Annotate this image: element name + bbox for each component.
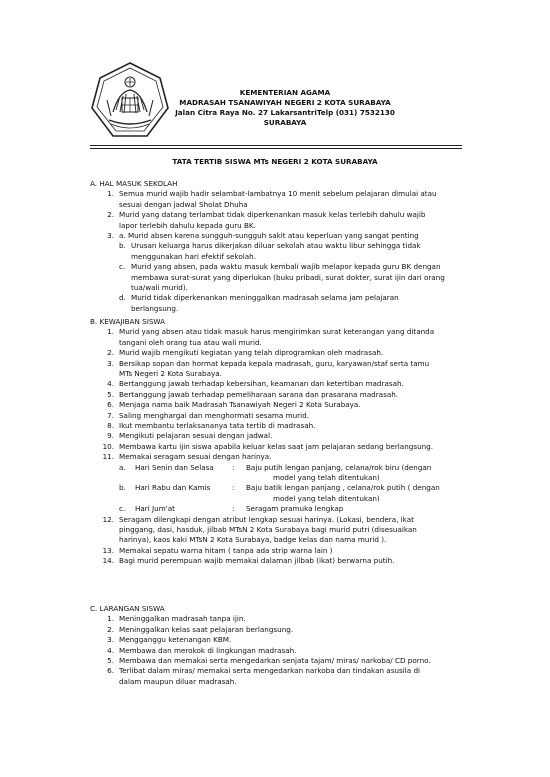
section-a-subitem-letter: c. — [119, 262, 126, 272]
section-b-item-number: 7. — [107, 410, 114, 420]
uniform-separator: : — [232, 483, 235, 493]
section-a-subitem-text: Urusan keluarga harus dikerjakan diluar sekolah atau waktu libur sehingga tidak — [131, 241, 421, 251]
uniform-description: model yang telah ditentukan) — [273, 493, 380, 503]
section-b-item-text: pinggang, dasi, hasduk, jilbab MTsN 2 Kota Surabaya bagi murid putri (disesuaikan — [119, 525, 417, 534]
section-c-item-number: 6. — [107, 666, 114, 676]
uniform-separator: : — [232, 504, 235, 514]
section-b-item-text: Saling menghargai dan menghormati sesama murid. — [119, 410, 309, 420]
section-c-item-text: Mengganggu ketenangan KBM. — [119, 635, 232, 645]
section-b-item-text: Seragam dilengkapi dengan atribut lengkap sesuai harinya. (Lokasi, bendera, ikat — [119, 514, 414, 524]
section-b-item-text: Memakai seragam sesuai dengan harinya. — [119, 452, 272, 462]
letterhead — [170, 88, 400, 128]
section-a-subitem-text: berlangsung. — [131, 303, 179, 313]
section-a-subitem-letter: b. — [119, 241, 126, 251]
section-b-item-number: 12. — [102, 514, 114, 524]
letterhead-ministry: KEMENTERIAN AGAMA — [239, 88, 331, 97]
section-b-item-number: 1. — [107, 327, 114, 337]
uniform-description: Seragam pramuka lengkap — [246, 504, 344, 514]
section-b-heading: B. KEWAJIBAN SISWA — [90, 317, 166, 326]
section-b-item-text: Ikut membantu terlaksananya tata tertib di madrasah. — [119, 421, 316, 430]
section-a-subitem-text: membawa surat-surat yang diperlukan (buku pribadi, surat dokter, surat ijin dari orang — [131, 272, 445, 282]
section-b-item-text: Bertanggung jawab terhadap kebersihan, keamanan dan ketertiban madrasah. — [119, 379, 404, 389]
section-a-heading: A. HAL MASUK SEKOLAH — [90, 179, 178, 188]
section-b-item-number: 6. — [107, 400, 114, 410]
section-c-item-number: 1. — [107, 614, 114, 624]
section-b-item-number: 13. — [102, 545, 114, 555]
section-a-subitem-letter: d. — [119, 293, 126, 303]
section-a-item-number: 2. — [107, 210, 114, 220]
section-b-item-number: 8. — [107, 421, 114, 430]
section-b-item-number: 3. — [107, 358, 114, 368]
uniform-day-letter: a. — [119, 462, 126, 472]
uniform-day-letter: c. — [119, 504, 126, 514]
section-b-item-number: 5. — [107, 389, 114, 399]
section-c-item-number: 4. — [107, 645, 114, 655]
section-a-item-number: 3. — [107, 231, 114, 240]
letterhead-address: Jalan Citra Raya No. 27 LakarsantriTelp (031) 7532130 — [175, 108, 395, 117]
section-b-item-text: Mengikuti pelajaran sesuai dengan jadwal. — [119, 431, 273, 441]
uniform-day-letter: b. — [119, 483, 126, 493]
section-a-item-text: Semua murid wajib hadir selambat-lambatnya 10 menit sebelum pelajaran dimulai atau — [119, 189, 437, 199]
section-b-item-number: 9. — [107, 431, 114, 441]
section-a-subitem-text: menggunakan hari efektif sekolah. — [131, 251, 256, 261]
section-b-item-text: Membawa kartu ijin siswa apabila keluar kelas saat jam pelajaran sedang berlangsung. — [119, 441, 434, 451]
section-b-item-number: 14. — [102, 556, 114, 566]
section-b-item-number: 10. — [102, 441, 114, 451]
section-c-item-text: Meninggalkan kelas saat pelajaran berlangsung. — [119, 624, 294, 634]
section-c-item-text: Terlibat dalam miras/ memakai serta mengedarkan narkoba dan tindakan asusila di — [119, 666, 421, 676]
letterhead-city: SURABAYA — [263, 118, 307, 127]
ministry-of-religion-logo — [89, 60, 171, 142]
section-b-item-text: Bagi murid perempuan wajib memakai dalaman jilbab (ikat) berwarna putih. — [119, 556, 395, 566]
section-c-item-text: Membawa dan memakai serta mengedarkan senjata tajam/ miras/ narkoba/ CD porno. — [119, 656, 431, 665]
uniform-description: model yang telah ditentukan) — [273, 473, 380, 482]
section-a-item-text: sesuai dengan jadwal Sholat Dhuha — [119, 199, 248, 209]
section-a-item-text: a. Murid absen karena sungguh-sungguh sakit atau keperluan yang sangat penting — [119, 231, 419, 240]
section-b-item-text: Memakai sepatu warna hitam ( tanpa ada strip warna lain ) — [119, 545, 333, 555]
uniform-day-name: Hari Senin dan Selasa — [135, 462, 214, 472]
uniform-description: Baju batik lengan panjang , celana/rok putih ( dengan — [246, 483, 440, 493]
section-b-item-number: 11. — [102, 452, 114, 462]
section-a-item-text: lapor terlebih dahulu kepada guru BK. — [119, 220, 256, 230]
section-b-item-text: Murid yang absen atau tidak masuk harus mengirimkan surat keterangan yang ditanda — [119, 327, 435, 337]
letterhead-divider-thin — [90, 148, 462, 149]
section-c-item-text: Meninggalkan madrasah tanpa ijin. — [119, 614, 246, 624]
section-c-item-number: 2. — [107, 624, 114, 634]
section-a-subitem-text: tua/wali murid). — [131, 283, 188, 292]
section-a-item-text: Murid yang datang terlambat tidak diperkenankan masuk kelas terlebih dahulu wajib — [119, 210, 426, 220]
section-b-item-number: 4. — [107, 379, 114, 389]
section-c-item-text: Membawa dan merokok di lingkungan madrasah. — [119, 645, 297, 655]
uniform-description: Baju putih lengan panjang, celana/rok biru (dengan — [246, 462, 432, 472]
section-b-item-text: Menjaga nama baik Madrasah Tsanawiyah Negeri 2 Kota Surabaya. — [119, 400, 361, 410]
section-b-item-text: Murid wajib mengikuti kegiatan yang telah diprogramkan oleh madrasah. — [119, 348, 384, 358]
document-title: TATA TERTIB SISWA MTs NEGERI 2 KOTA SURABAYA — [172, 157, 378, 166]
section-a-item-number: 1. — [107, 189, 114, 199]
section-b-item-text: Bertanggung jawab terhadap pemeliharaan sarana dan prasarana madrasah. — [119, 389, 399, 399]
section-c-item-number: 5. — [107, 656, 114, 665]
section-c-item-number: 3. — [107, 635, 114, 645]
section-a-subitem-text: Murid yang absen, pada waktu masuk kembali wajib melapor kepada guru BK dengan — [131, 262, 441, 272]
uniform-day-name: Hari Rabu dan Kamis — [135, 483, 211, 493]
section-c-item-text: dalam maupun diluar madrasah. — [119, 676, 237, 686]
section-b-item-text: Bersikap sopan dan hormat kepada kepala madrasah, guru, karyawan/staf serta tamu — [119, 358, 430, 368]
section-b-item-text: tangani oleh orang tua atau wali murid. — [119, 337, 262, 347]
letterhead-school-name: MADRASAH TSANAWIYAH NEGERI 2 KOTA SURABAYA — [179, 98, 391, 107]
section-b-item-text: harinya), kaos kaki MTsN 2 Kota Surabaya, badge kelas dan nama murid ). — [119, 535, 387, 545]
uniform-separator: : — [232, 462, 235, 472]
section-c-heading: C. LARANGAN SISWA — [90, 604, 165, 613]
section-b-item-text: MTs Negeri 2 Kota Surabaya. — [119, 369, 222, 378]
section-a-subitem-text: Murid tidak diperkenankan meninggalkan madrasah selama jam pelajaran — [131, 293, 399, 303]
uniform-day-name: Hari Jum'at — [135, 504, 175, 514]
letterhead-divider-thick — [90, 145, 462, 146]
section-b-item-number: 2. — [107, 348, 114, 358]
